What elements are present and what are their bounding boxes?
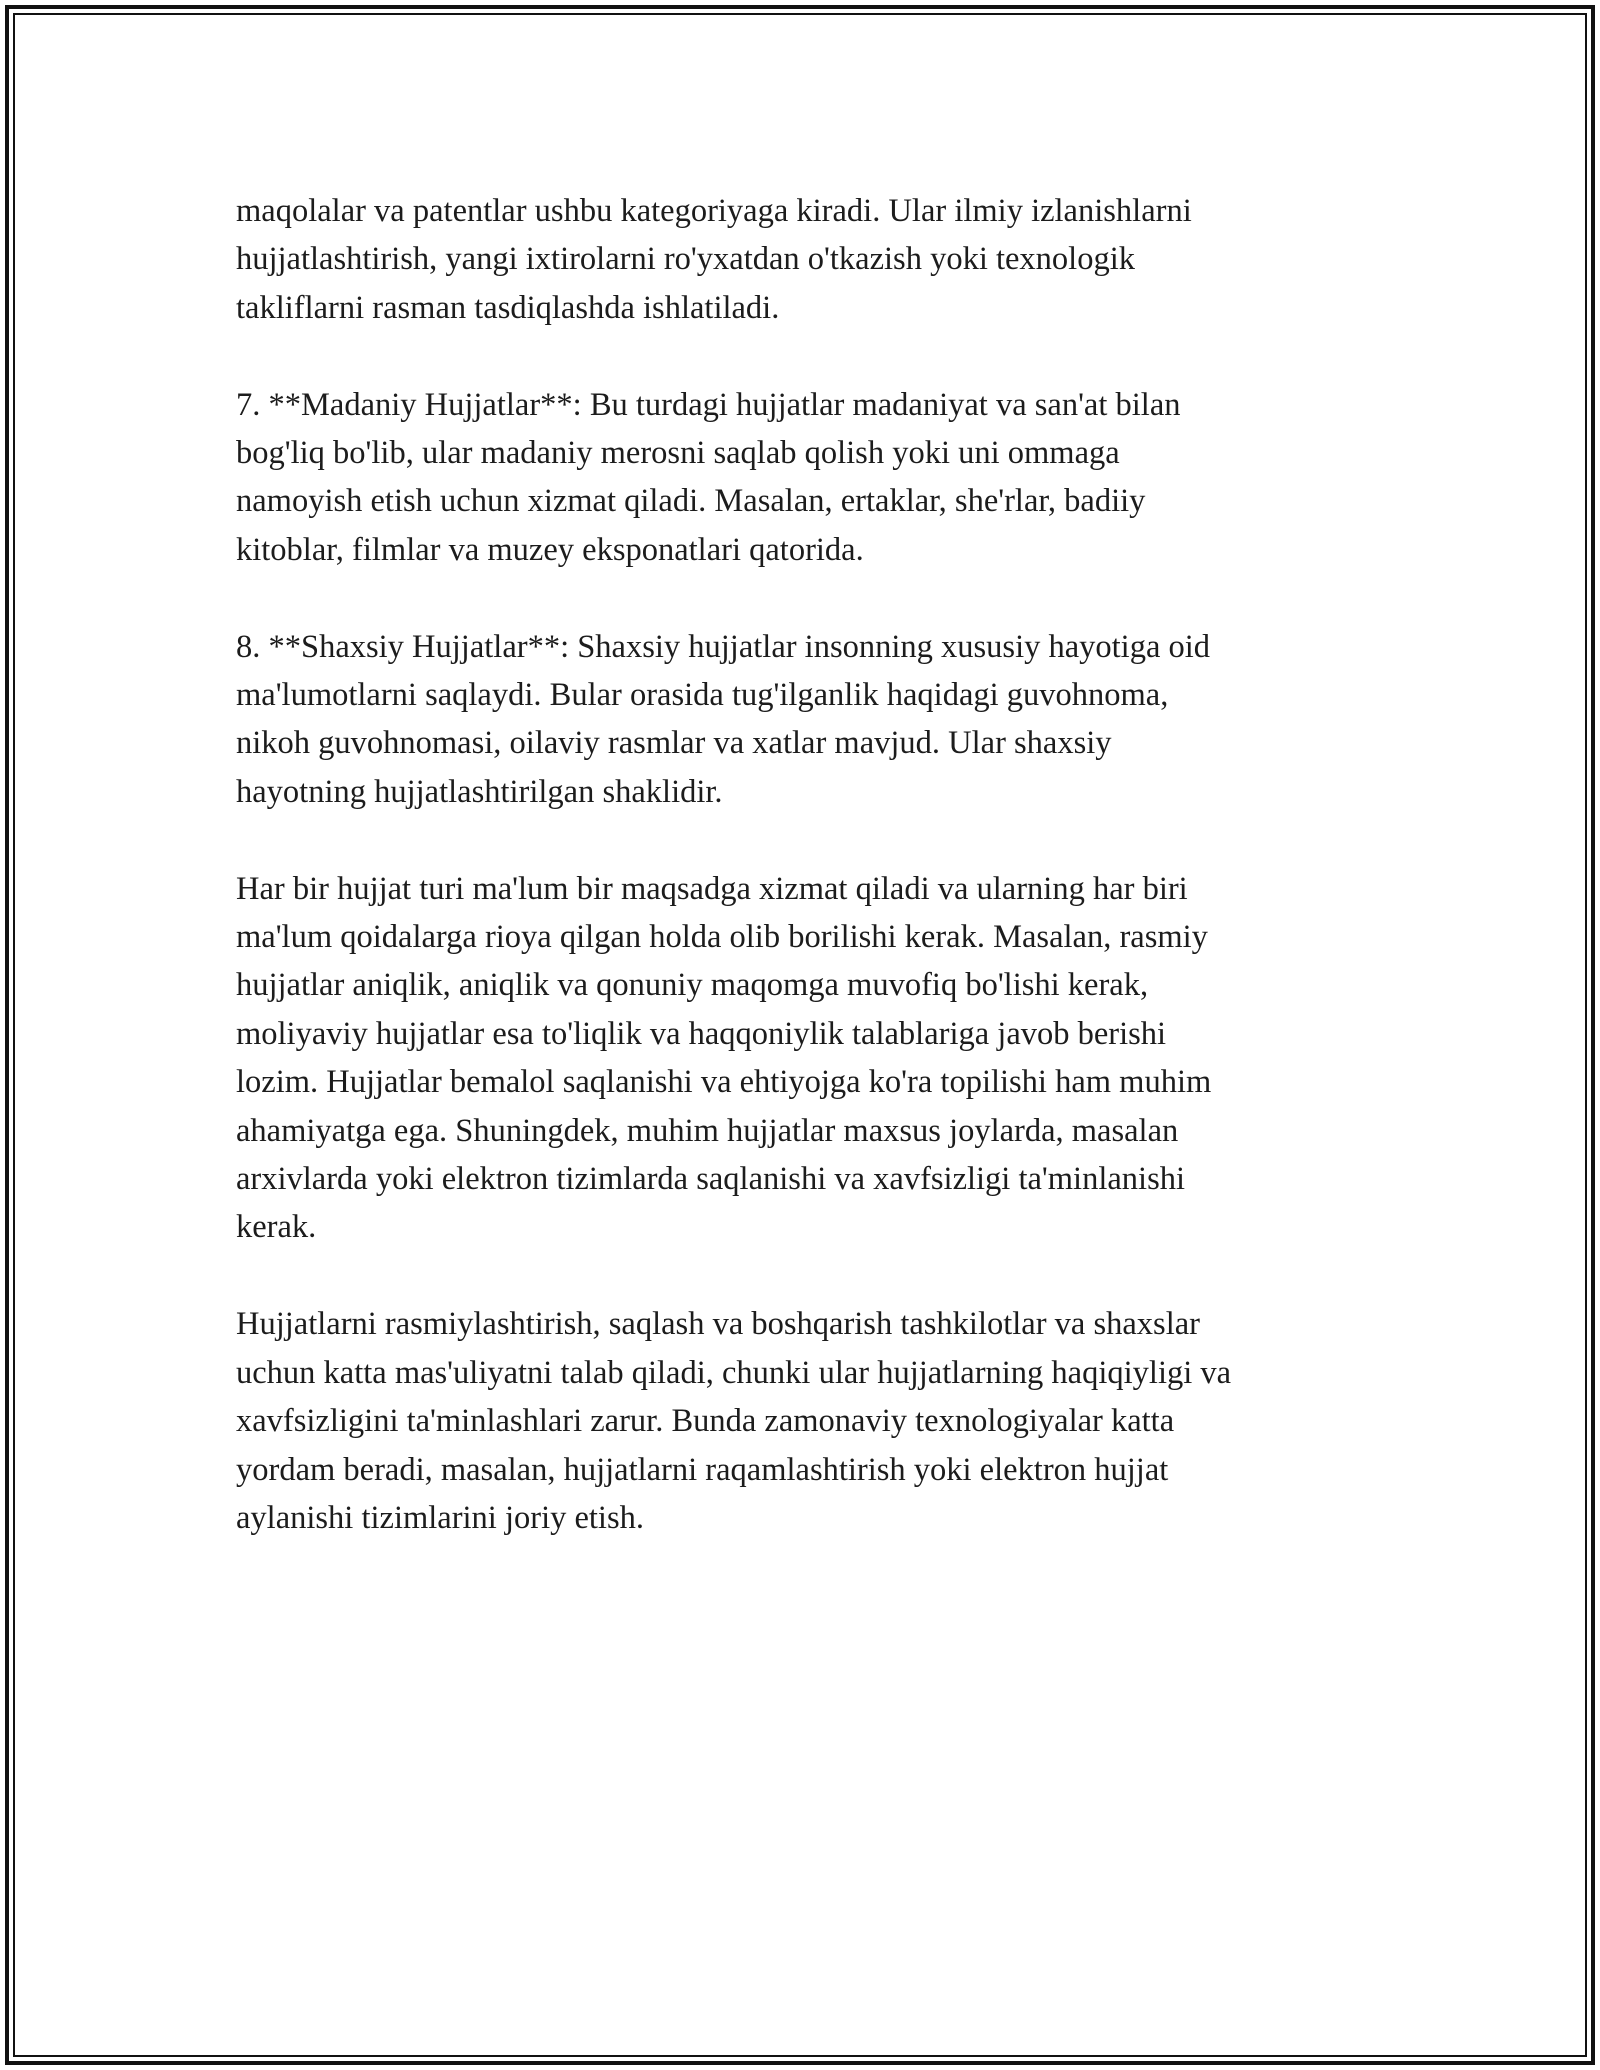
- text-line: Har bir hujjat turi ma'lum bir maqsadga xizmat qiladi va ularning har biri: [236, 870, 1188, 907]
- text-line: ahamiyatga ega. Shuningdek, muhim hujjatlar maxsus joylarda, masalan: [236, 1112, 1179, 1149]
- paragraph-document-purpose: [236, 865, 1366, 1252]
- paragraph-personal-documents: [236, 623, 1366, 817]
- text-line: kerak.: [236, 1209, 317, 1246]
- text-line: moliyaviy hujjatlar esa to'liqlik va haqqoniylik talablariga javob berishi: [236, 1015, 1167, 1052]
- document-body: [236, 187, 1366, 1591]
- text-line: namoyish etish uchun xizmat qiladi. Masalan, ertaklar, she'rlar, badiiy: [236, 483, 1146, 520]
- text-line: ma'lum qoidalarga rioya qilgan holda olib borilishi kerak. Masalan, rasmiy: [236, 919, 1208, 956]
- text-line: nikoh guvohnomasi, oilaviy rasmlar va xatlar mavjud. Ular shaxsiy: [236, 725, 1112, 762]
- text-line: yordam beradi, masalan, hujjatlarni raqamlashtirish yoki elektron hujjat: [236, 1451, 1169, 1488]
- text-line: hujjatlashtirish, yangi ixtirolarni ro'yxatdan o'tkazish yoki texnologik: [236, 241, 1135, 278]
- text-line: 8. **Shaxsiy Hujjatlar**: Shaxsiy hujjatlar insonning xususiy hayotiga oid: [236, 628, 1211, 665]
- paragraph-document-management: [236, 1300, 1366, 1542]
- text-line: 7. **Madaniy Hujjatlar**: Bu turdagi hujjatlar madaniyat va san'at bilan: [236, 386, 1181, 423]
- text-line: aylanishi tizimlarini joriy etish.: [236, 1499, 644, 1536]
- text-line: Hujjatlarni rasmiylashtirish, saqlash va boshqarish tashkilotlar va shaxslar: [236, 1306, 1200, 1343]
- text-line: takliflarni rasman tasdiqlashda ishlatiladi.: [236, 289, 780, 326]
- text-line: maqolalar va patentlar ushbu kategoriyaga kiradi. Ular ilmiy izlanishlarni: [236, 193, 1192, 229]
- text-line: uchun katta mas'uliyatni talab qiladi, chunki ular hujjatlarning haqiqiyligi va: [236, 1354, 1232, 1391]
- text-line: xavfsizligini ta'minlashlari zarur. Bunda zamonaviy texnologiyalar katta: [236, 1403, 1175, 1440]
- text-line: hayotning hujjatlashtirilgan shaklidir.: [236, 773, 723, 810]
- paragraph-cultural-documents: [236, 381, 1366, 575]
- text-line: arxivlarda yoki elektron tizimlarda saqlanishi va xavfsizligi ta'minlanishi: [236, 1161, 1185, 1198]
- text-line: ma'lumotlarni saqlaydi. Bular orasida tug'ilganlik haqidagi guvohnoma,: [236, 677, 1169, 714]
- text-line: lozim. Hujjatlar bemalol saqlanishi va ehtiyojga ko'ra topilishi ham muhim: [236, 1064, 1212, 1101]
- text-line: bog'liq bo'lib, ular madaniy merosni saqlab qolish yoki uni ommaga: [236, 435, 1120, 472]
- paragraph-patents: [236, 187, 1366, 332]
- text-line: kitoblar, filmlar va muzey eksponatlari qatorida.: [236, 531, 864, 568]
- text-line: hujjatlar aniqlik, aniqlik va qonuniy maqomga muvofiq bo'lishi kerak,: [236, 967, 1149, 1004]
